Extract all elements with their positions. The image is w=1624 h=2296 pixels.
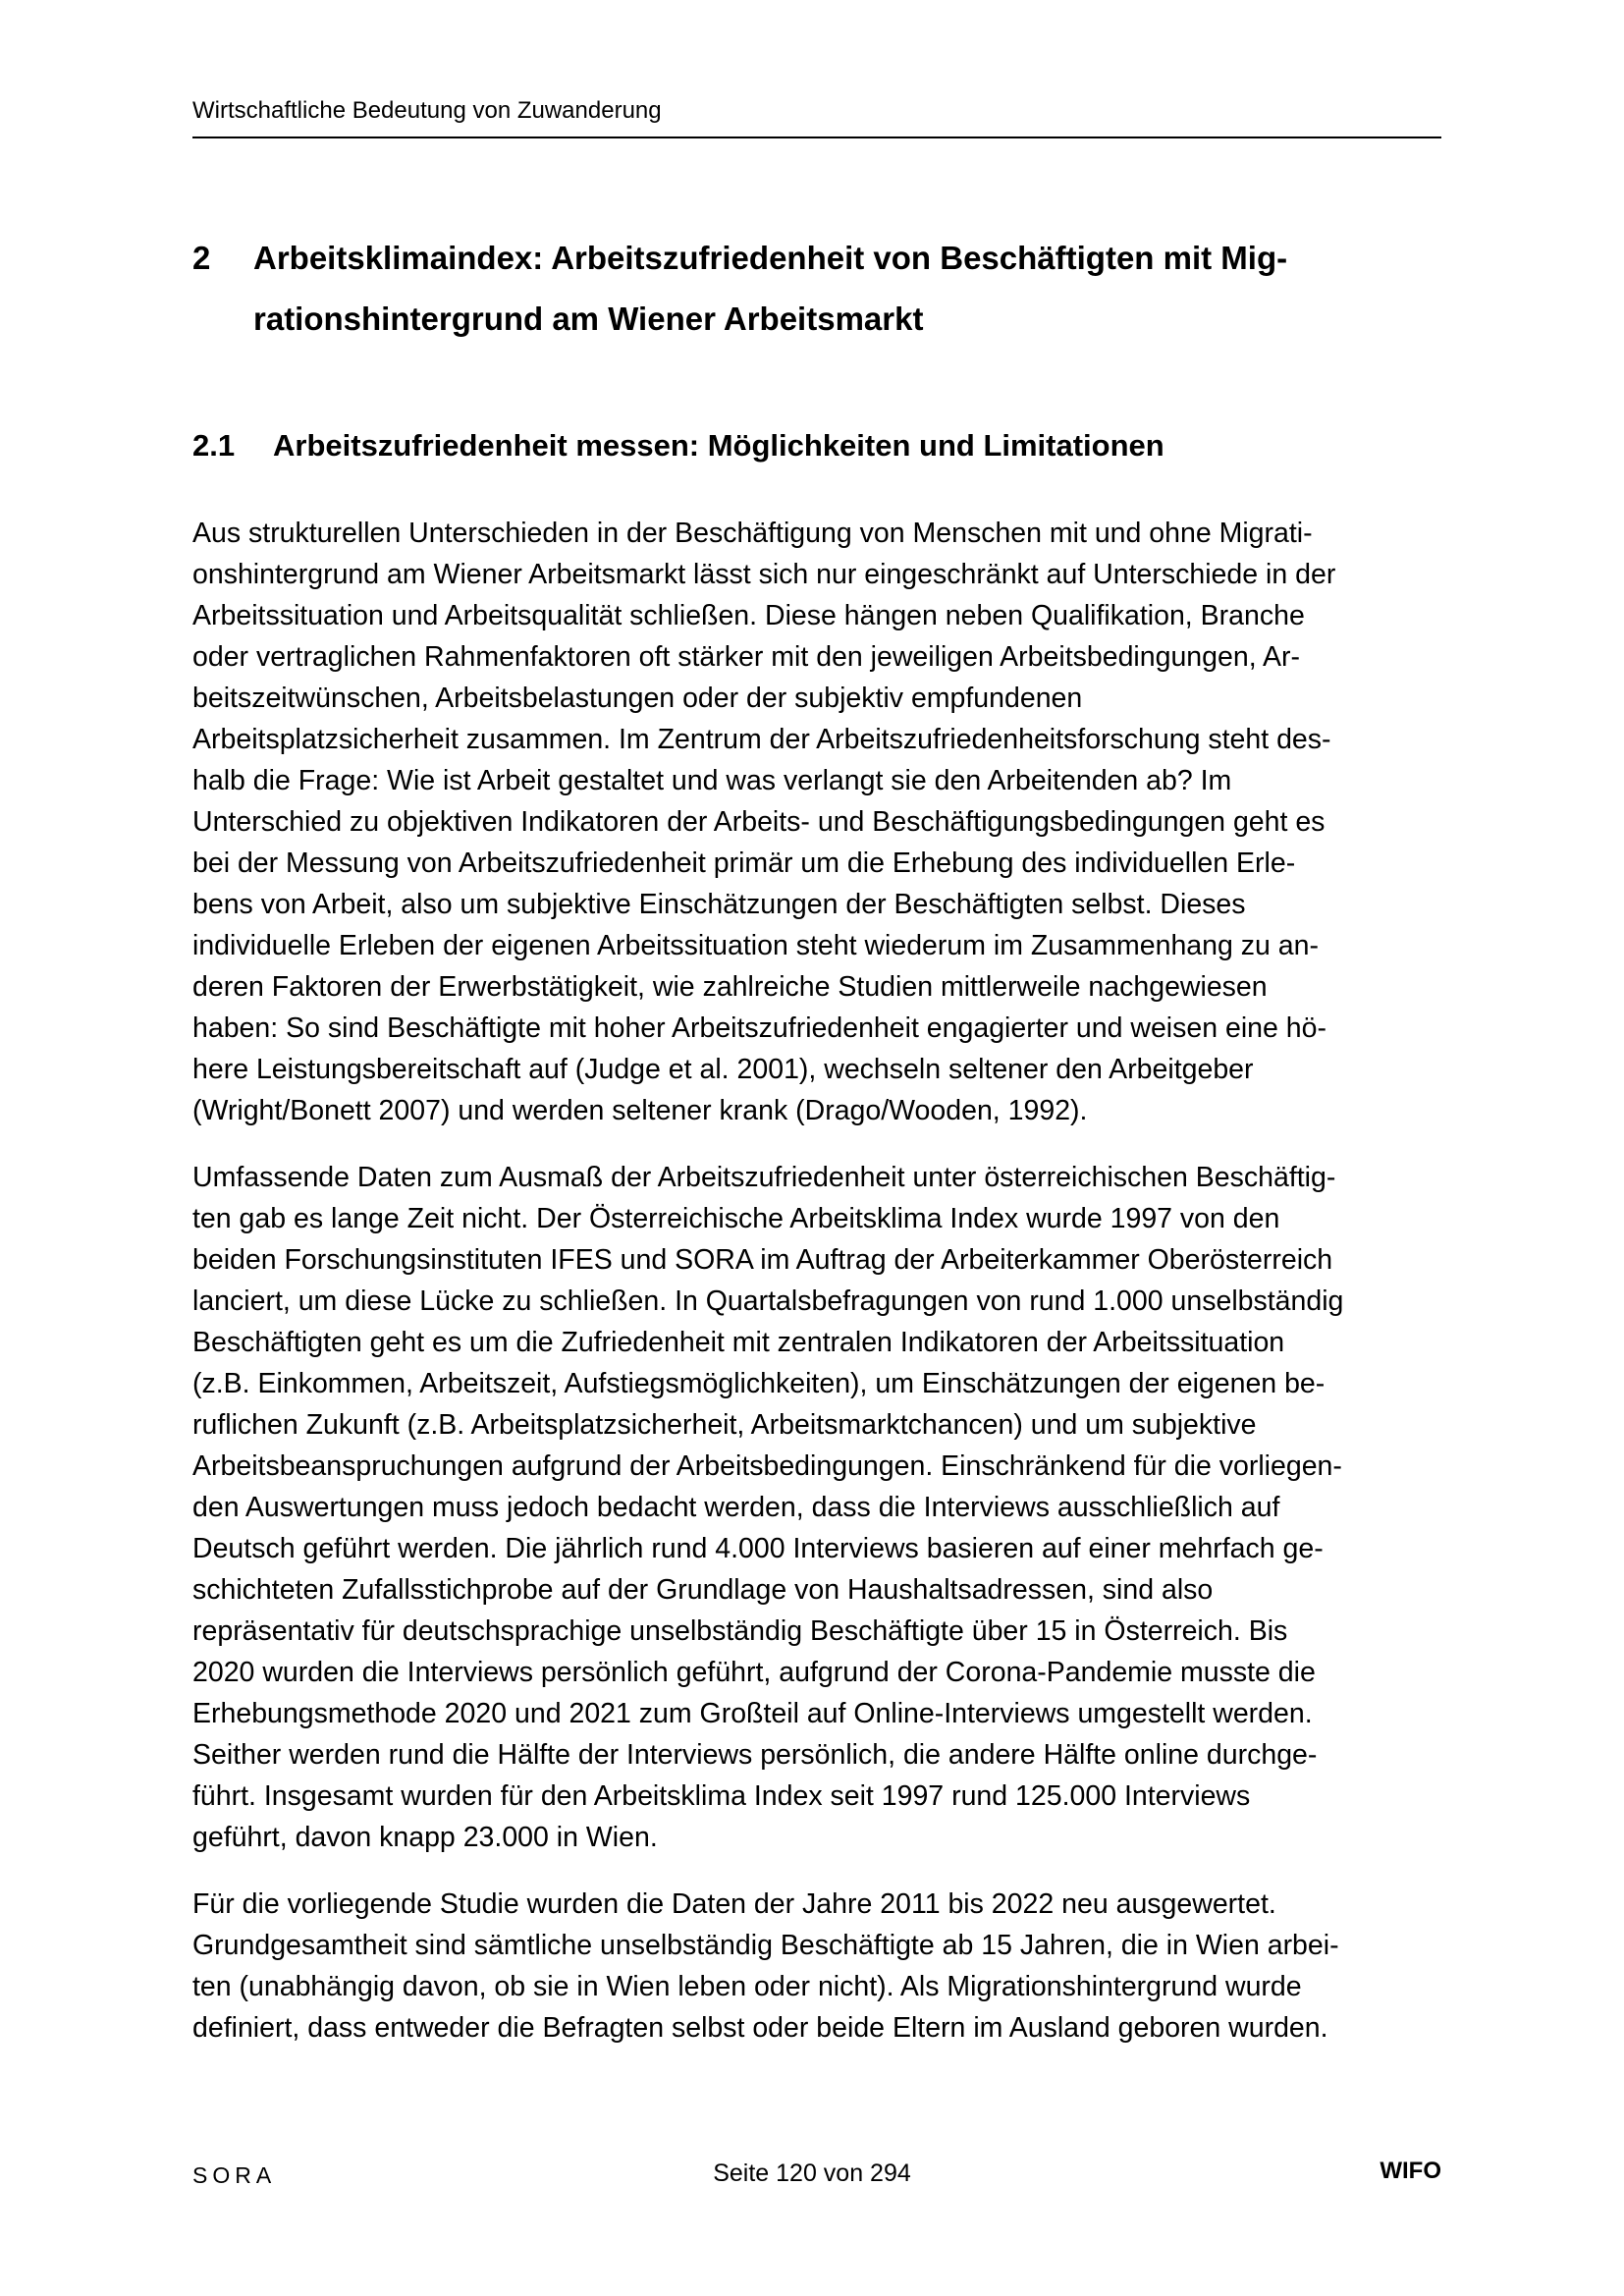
section-title: Arbeitszufriedenheit messen: Möglichkeiten und Limitationen	[273, 428, 1164, 463]
paragraph-line: haben: So sind Beschäftigte mit hoher Arbeitszufriedenheit engagierter und weisen eine hö-	[192, 1012, 1326, 1044]
paragraph-line: Beschäftigten geht es um die Zufriedenheit mit zentralen Indikatoren der Arbeitssituation	[192, 1327, 1285, 1358]
paragraph-line: halb die Frage: Wie ist Arbeit gestaltet und was verlangt sie den Arbeitenden ab? Im	[192, 765, 1232, 796]
paragraph-line: (Wright/Bonett 2007) und werden seltener krank (Drago/Wooden, 1992).	[192, 1095, 1088, 1126]
paragraph-line: beiden Forschungsinstituten IFES und SORA im Auftrag der Arbeiterkammer Oberösterreich	[192, 1244, 1333, 1276]
paragraph-line: ten gab es lange Zeit nicht. Der Österreichische Arbeitsklima Index wurde 1997 von den	[192, 1203, 1280, 1234]
paragraph-line: Aus strukturellen Unterschieden in der Beschäftigung von Menschen mit und ohne Migrati-	[192, 518, 1313, 549]
paragraph-line: ten (unabhängig davon, ob sie in Wien leben oder nicht). Als Migrationshintergrund wurde	[192, 1971, 1302, 2002]
paragraph-line: Seither werden rund die Hälfte der Interviews persönlich, die andere Hälfte online durchge-	[192, 1739, 1318, 1771]
paragraph-line: Erhebungsmethode 2020 und 2021 zum Großteil auf Online-Interviews umgestellt werden.	[192, 1698, 1313, 1729]
paragraph-line: Arbeitsbeanspruchungen aufgrund der Arbeitsbedingungen. Einschränkend für die vorliegen-	[192, 1450, 1342, 1482]
paragraph-line: geführt, davon knapp 23.000 in Wien.	[192, 1822, 658, 1853]
wifo-logo: WIFO	[1380, 2158, 1441, 2184]
paragraph-line: beitszeitwünschen, Arbeitsbelastungen oder der subjektiv empfundenen	[192, 683, 1083, 714]
paragraph-line: Unterschied zu objektiven Indikatoren der Arbeits- und Beschäftigungsbedingungen geht es	[192, 806, 1326, 838]
page-number: Seite 120 von 294	[713, 2159, 911, 2187]
paragraph-line: (z.B. Einkommen, Arbeitszeit, Aufstiegsmöglichkeiten), um Einschätzungen der eigenen be-	[192, 1368, 1326, 1399]
chapter-title-line: rationshintergrund am Wiener Arbeitsmarkt	[253, 301, 924, 337]
paragraph-line: Deutsch geführt werden. Die jährlich rund 4.000 Interviews basieren auf einer mehrfach ge-	[192, 1533, 1324, 1564]
paragraph-line: repräsentativ für deutschsprachige unselbständig Beschäftigte über 15 in Österreich. Bis	[192, 1615, 1288, 1647]
paragraph-line: bens von Arbeit, also um subjektive Einschätzungen der Beschäftigten selbst. Dieses	[192, 889, 1246, 920]
paragraph-line: ruflichen Zukunft (z.B. Arbeitsplatzsicherheit, Arbeitsmarktchancen) und um subjektive	[192, 1409, 1257, 1441]
paragraph-2	[192, 1157, 1469, 1858]
header-rule	[192, 137, 1441, 138]
paragraph-line: definiert, dass entweder die Befragten selbst oder beide Eltern im Ausland geboren wurden.	[192, 2012, 1328, 2044]
paragraph-line: lanciert, um diese Lücke zu schließen. In Quartalsbefragungen von rund 1.000 unselbständig	[192, 1285, 1344, 1317]
chapter-title-line: Arbeitsklimaindex: Arbeitszufriedenheit von Beschäftigten mit Mig-	[253, 240, 1288, 276]
paragraph-line: deren Faktoren der Erwerbstätigkeit, wie zahlreiche Studien mittlerweile nachgewiesen	[192, 971, 1268, 1003]
paragraph-line: Arbeitsplatzsicherheit zusammen. Im Zentrum der Arbeitszufriedenheitsforschung steht des-	[192, 724, 1331, 755]
running-header: Wirtschaftliche Bedeutung von Zuwanderung	[192, 97, 662, 124]
chapter-number: 2	[192, 240, 211, 276]
paragraph-line: schichteten Zufallsstichprobe auf der Grundlage von Haushaltsadressen, sind also	[192, 1574, 1214, 1606]
sora-logo: SORA	[192, 2162, 277, 2188]
paragraph-line: führt. Insgesamt wurden für den Arbeitsklima Index seit 1997 rund 125.000 Interviews	[192, 1780, 1251, 1812]
paragraph-line: oder vertraglichen Rahmenfaktoren oft stärker mit den jeweiligen Arbeitsbedingungen, Ar-	[192, 641, 1300, 673]
paragraph-line: Für die vorliegende Studie wurden die Daten der Jahre 2011 bis 2022 neu ausgewertet.	[192, 1888, 1276, 1920]
paragraph-line: bei der Messung von Arbeitszufriedenheit primär um die Erhebung des individuellen Erle-	[192, 847, 1296, 879]
paragraph-line: den Auswertungen muss jedoch bedacht werden, dass die Interviews ausschließlich auf	[192, 1492, 1280, 1523]
paragraph-line: onshintergrund am Wiener Arbeitsmarkt lässt sich nur eingeschränkt auf Unterschiede in der	[192, 559, 1336, 590]
paragraph-line: Umfassende Daten zum Ausmaß der Arbeitszufriedenheit unter österreichischen Beschäftig-	[192, 1162, 1336, 1193]
paragraph-line: 2020 wurden die Interviews persönlich geführt, aufgrund der Corona-Pandemie musste die	[192, 1657, 1316, 1688]
paragraph-1	[192, 513, 1469, 1131]
paragraph-3	[192, 1884, 1469, 2049]
paragraph-line: Arbeitssituation und Arbeitsqualität schließen. Diese hängen neben Qualifikation, Branche	[192, 600, 1305, 631]
section-number: 2.1	[192, 428, 236, 463]
paragraph-line: here Leistungsbereitschaft auf (Judge et al. 2001), wechseln seltener den Arbeitgeber	[192, 1054, 1254, 1085]
paragraph-line: Grundgesamtheit sind sämtliche unselbständig Beschäftigte ab 15 Jahren, die in Wien arbei-	[192, 1930, 1339, 1961]
paragraph-line: individuelle Erleben der eigenen Arbeitssituation steht wiederum im Zusammenhang zu an-	[192, 930, 1319, 961]
